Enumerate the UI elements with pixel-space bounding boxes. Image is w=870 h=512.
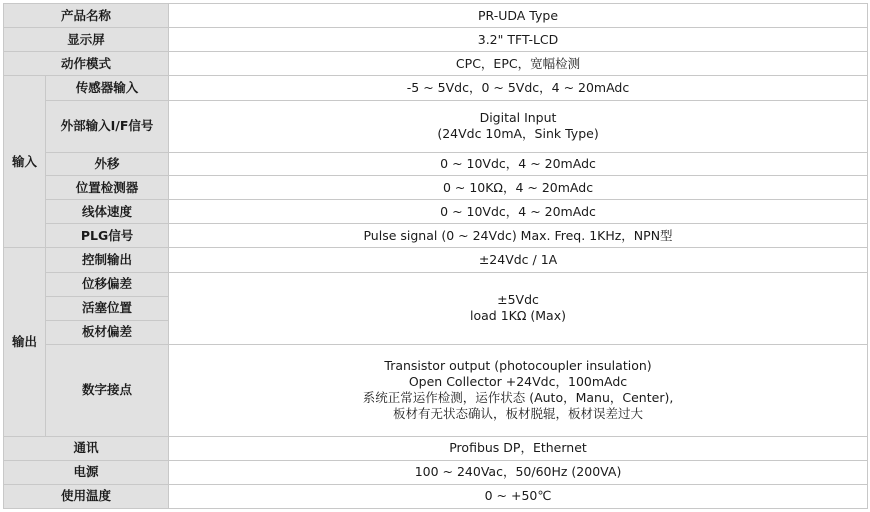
- label-shift: 外移: [46, 152, 169, 175]
- value-digital-contact: [169, 344, 868, 436]
- group-input: 输入: [4, 76, 46, 248]
- label-product-name: 产品名称: [4, 4, 169, 28]
- row-communication: [4, 436, 868, 460]
- shared-output-line-2: load 1KΩ (Max): [470, 308, 566, 324]
- label-line-speed: 线体速度: [46, 200, 169, 224]
- value-plg: Pulse signal (0 ~ 24Vdc) Max. Freq. 1KHz，NPN型: [169, 224, 868, 248]
- spec-table: [3, 3, 868, 509]
- row-mode: [4, 52, 868, 76]
- label-plg: PLG信号: [46, 224, 169, 248]
- value-product-name: PR-UDA Type: [169, 4, 868, 28]
- row-power: [4, 460, 868, 484]
- ext-input-line-1: Digital Input: [479, 110, 557, 126]
- value-shared-output: [169, 272, 868, 344]
- label-power: 电源: [4, 460, 169, 484]
- value-line-speed: 0 ~ 10Vdc，4 ~ 20mAdc: [169, 200, 868, 224]
- row-digital-contact: [4, 344, 868, 436]
- value-control-output: ±24Vdc / 1A: [169, 248, 868, 272]
- label-position-deviation: 位移偏差: [46, 272, 169, 296]
- label-digital-contact: 数字接点: [46, 344, 169, 436]
- value-mode: CPC，EPC，宽幅检测: [169, 52, 868, 76]
- value-temperature: 0 ~ +50℃: [169, 484, 868, 508]
- label-piston-position: 活塞位置: [46, 296, 169, 320]
- value-communication: Profibus DP，Ethernet: [169, 436, 868, 460]
- shared-output-line-1: ±5Vdc: [497, 292, 539, 308]
- label-display: 显示屏: [4, 28, 169, 52]
- value-position-detector: 0 ~ 10KΩ，4 ~ 20mAdc: [169, 175, 868, 199]
- row-line-speed: [4, 200, 868, 224]
- row-position-deviation: [4, 272, 868, 296]
- label-communication: 通讯: [4, 436, 169, 460]
- digital-contact-line-1: Transistor output (photocoupler insulation): [384, 358, 652, 374]
- row-ext-input: [4, 100, 868, 152]
- value-display: 3.2" TFT-LCD: [169, 28, 868, 52]
- digital-contact-line-3: 系统正常运作检测，运作状态 (Auto，Manu，Center),: [362, 390, 674, 406]
- row-control-output: [4, 248, 868, 272]
- value-sensor-input: -5 ~ 5Vdc，0 ~ 5Vdc，4 ~ 20mAdc: [169, 76, 868, 100]
- label-temperature: 使用温度: [4, 484, 169, 508]
- value-power: 100 ~ 240Vac，50/60Hz (200VA): [169, 460, 868, 484]
- digital-contact-line-2: Open Collector +24Vdc，100mAdc: [408, 374, 628, 390]
- ext-input-line-2: (24Vdc 10mA，Sink Type): [437, 126, 599, 142]
- row-temperature: [4, 484, 868, 508]
- label-position-detector: 位置检测器: [46, 175, 169, 199]
- label-ext-input: 外部输入I/F信号: [46, 100, 169, 152]
- digital-contact-line-4: 板材有无状态确认，板材脱辊，板材误差过大: [393, 406, 644, 422]
- row-plg: [4, 224, 868, 248]
- row-sensor-input: [4, 76, 868, 100]
- value-ext-input: [169, 100, 868, 152]
- row-shift: [4, 152, 868, 175]
- label-mode: 动作模式: [4, 52, 169, 76]
- group-output: 输出: [4, 248, 46, 436]
- label-control-output: 控制输出: [46, 248, 169, 272]
- label-board-deviation: 板材偏差: [46, 320, 169, 344]
- row-product-name: [4, 4, 868, 28]
- value-shift: 0 ~ 10Vdc，4 ~ 20mAdc: [169, 152, 868, 175]
- label-sensor-input: 传感器输入: [46, 76, 169, 100]
- row-display: [4, 28, 868, 52]
- row-position-detector: [4, 175, 868, 199]
